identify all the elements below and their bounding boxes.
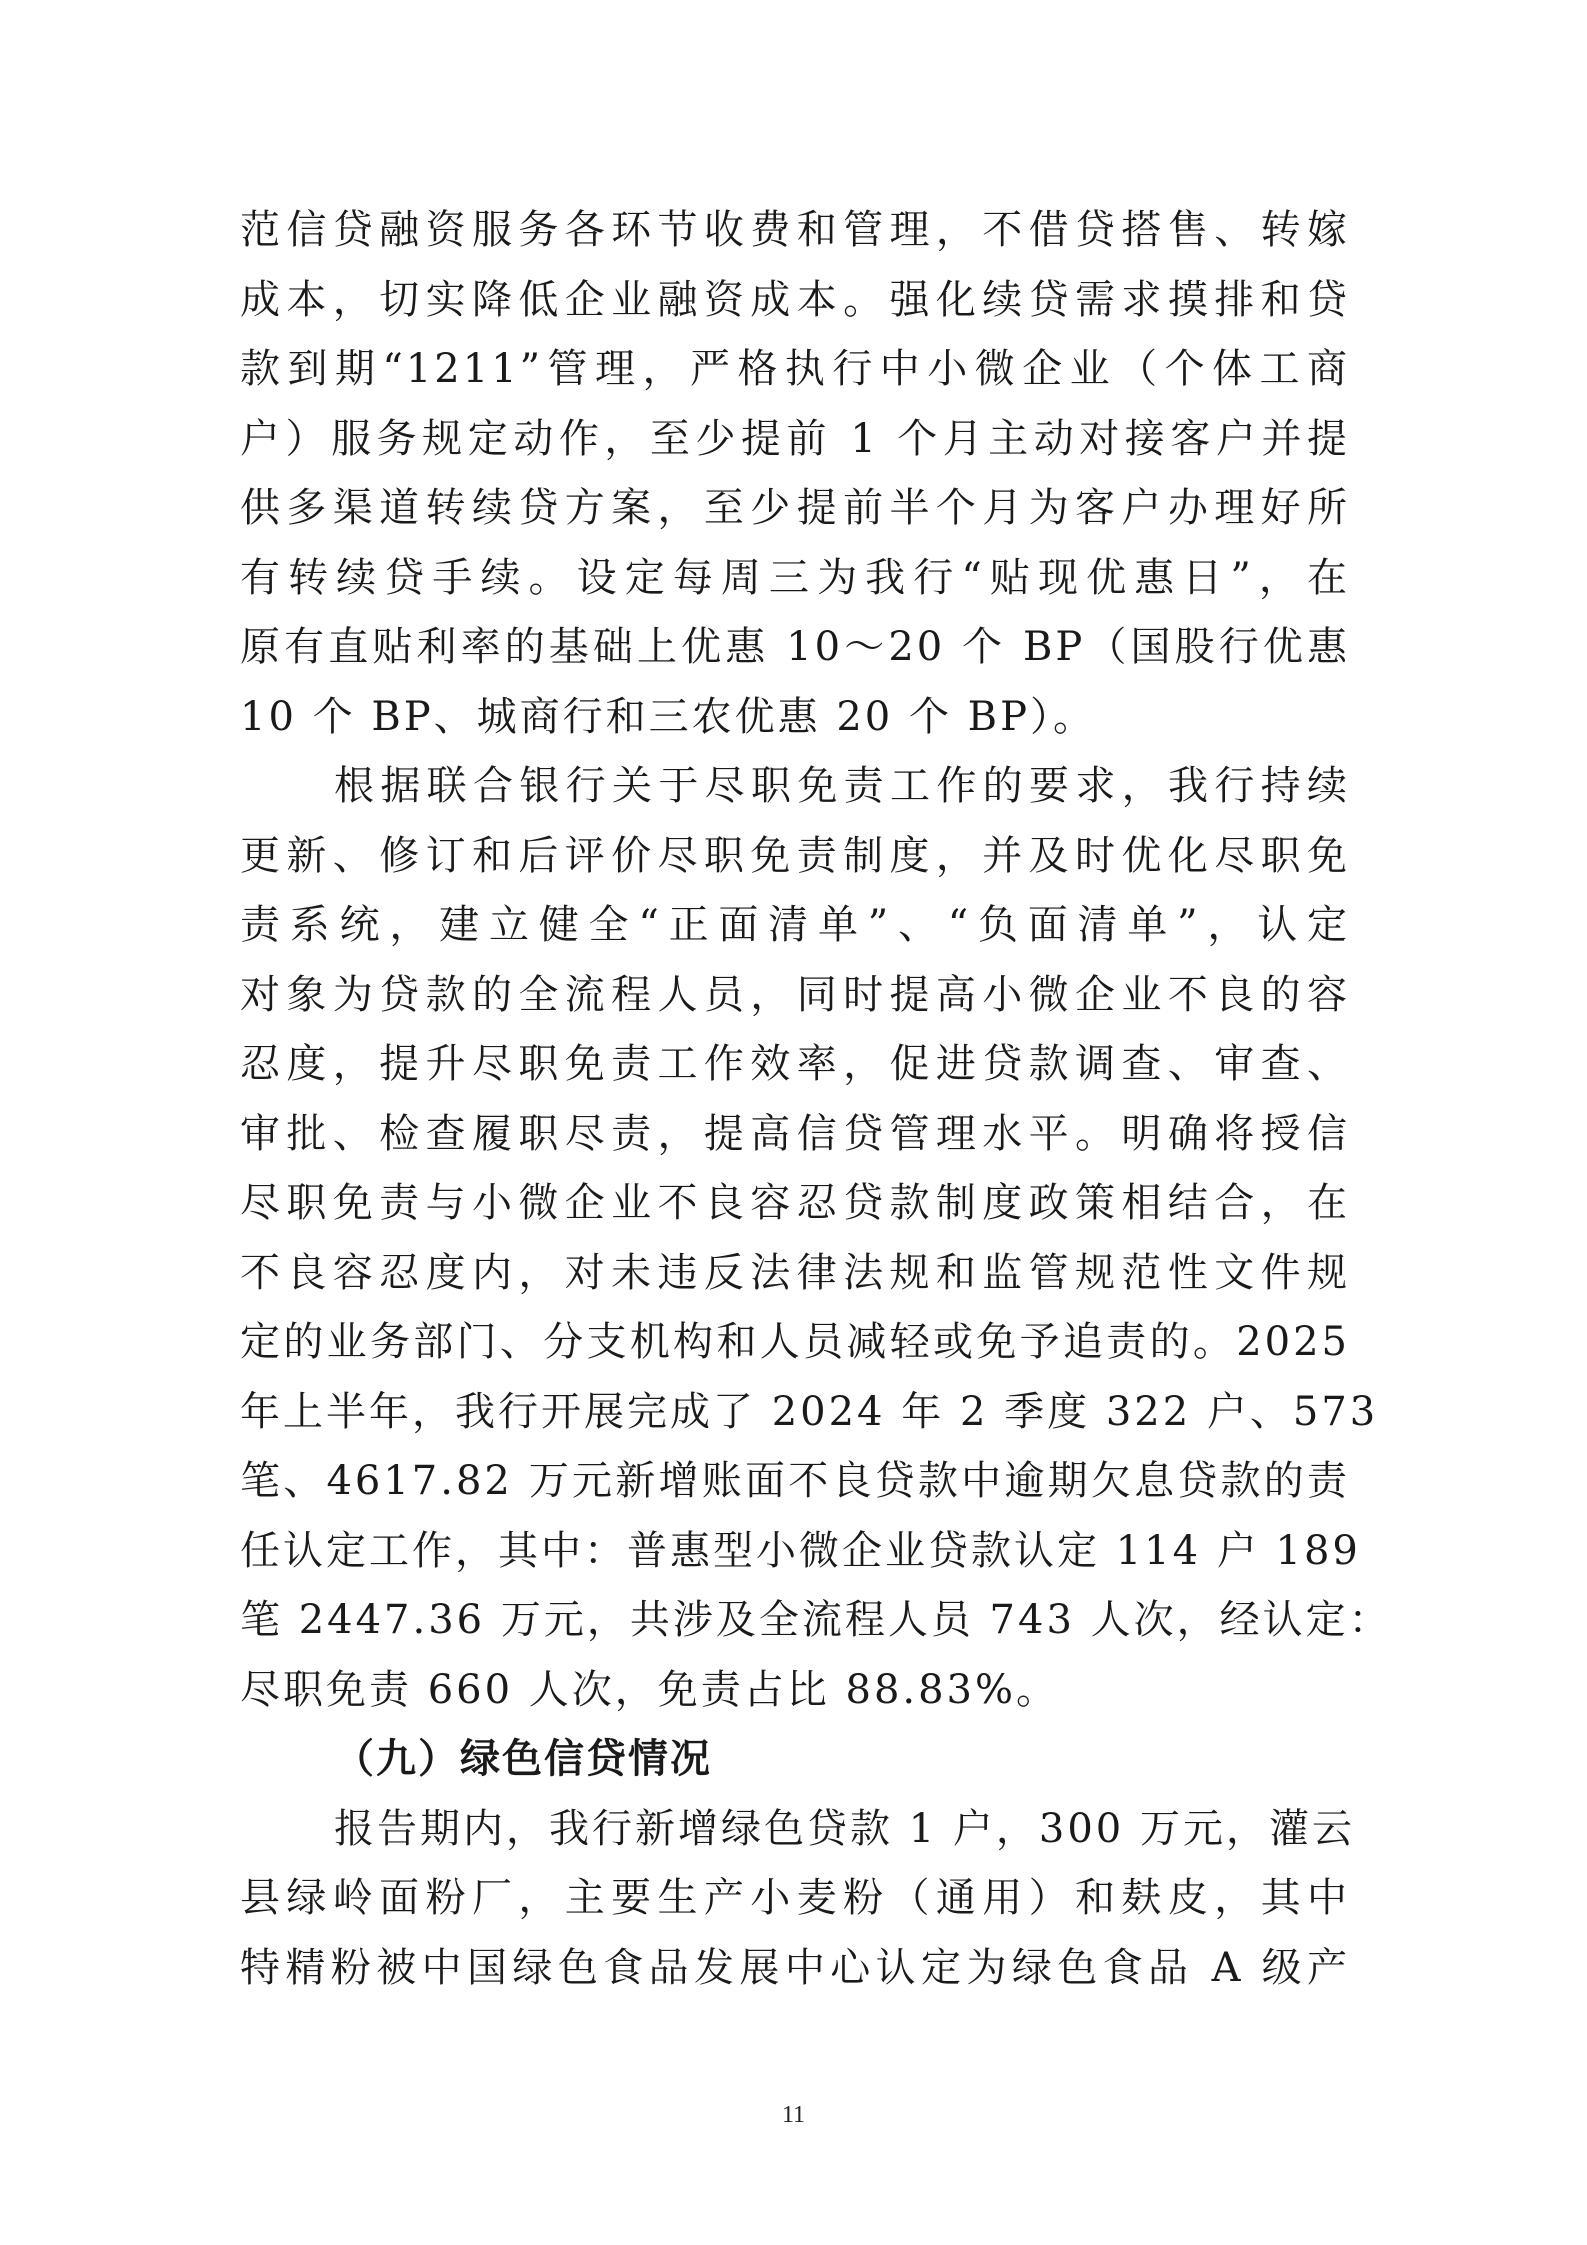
text-line: 年上半年，我行开展完成了 2024 年 2 季度 322 户、573 [240,1388,1379,1435]
text-line: 责系统，建立健全“正面清单”、“负面清单”，认定 [240,902,1350,948]
text-line: 忍度，提升尽职免责工作效率，促进贷款调查、审查、 [240,1041,1350,1087]
paragraph-green-credit [240,1795,1355,2004]
section-heading: （九）绿色信贷情况 [334,1736,712,1782]
page-number: 11 [781,2102,806,2128]
paragraph-due-diligence [240,752,1392,1725]
text-line: 尽职免责与小微企业不良容忍贷款制度政策相结合，在 [240,1180,1350,1226]
text-line: 不良容忍度内，对未违反法律法规和监管规范性文件规 [240,1249,1350,1296]
text-line: 户）服务规定动作，至少提前 1 个月主动对接客户并提 [240,415,1350,462]
text-line: 审批、检查履职尽责，提高信贷管理水平。明确将授信 [240,1110,1350,1157]
document-body [240,196,1392,2003]
text-line: 定的业务部门、分支机构和人员减轻或免予追责的。2025 [240,1319,1350,1365]
text-line: 根据联合银行关于尽职免责工作的要求，我行持续 [334,763,1350,809]
text-line: 供多渠道转续贷方案，至少提前半个月为客户办理好所 [240,485,1350,531]
text-line: 笔 2447.36 万元，共涉及全流程人员 743 人次，经认定： [240,1597,1392,1643]
text-line: 对象为贷款的全流程人员，同时提高小微企业不良的容 [240,971,1350,1018]
text-line: 报告期内，我行新增绿色贷款 1 户，300 万元，灌云 [334,1805,1355,1852]
text-line: 任认定工作，其中：普惠型小微企业贷款认定 114 户 189 [240,1527,1361,1574]
paragraph-loan-fees [240,196,1350,752]
text-line: 笔、4617.82 万元新增账面不良贷款中逾期欠息贷款的责 [240,1458,1350,1504]
text-line: 成本，切实降低企业融资成本。强化续贷需求摸排和贷 [240,276,1350,323]
text-line: 原有直贴利率的基础上优惠 10～20 个 BP（国股行优惠 [240,624,1350,670]
text-line: 有转续贷手续。设定每周三为我行“贴现优惠日”，在 [240,554,1350,601]
text-line: 县绿岭面粉厂，主要生产小麦粉（通用）和麸皮，其中 [240,1875,1350,1921]
text-line: 更新、修订和后评价尽职免责制度，并及时优化尽职免 [240,832,1350,879]
text-line: 款到期“1211”管理，严格执行中小微企业（个体工商 [240,346,1350,392]
text-line: 特精粉被中国绿色食品发展中心认定为绿色食品 A 级产 [240,1944,1350,1991]
text-line: 范信贷融资服务各环节收费和管理，不借贷搭售、转嫁 [240,207,1350,253]
text-line: 尽职免责 660 人次，免责占比 88.83%。 [240,1666,1060,1713]
text-line: 10 个 BP、城商行和三农优惠 20 个 BP）。 [240,693,1096,740]
